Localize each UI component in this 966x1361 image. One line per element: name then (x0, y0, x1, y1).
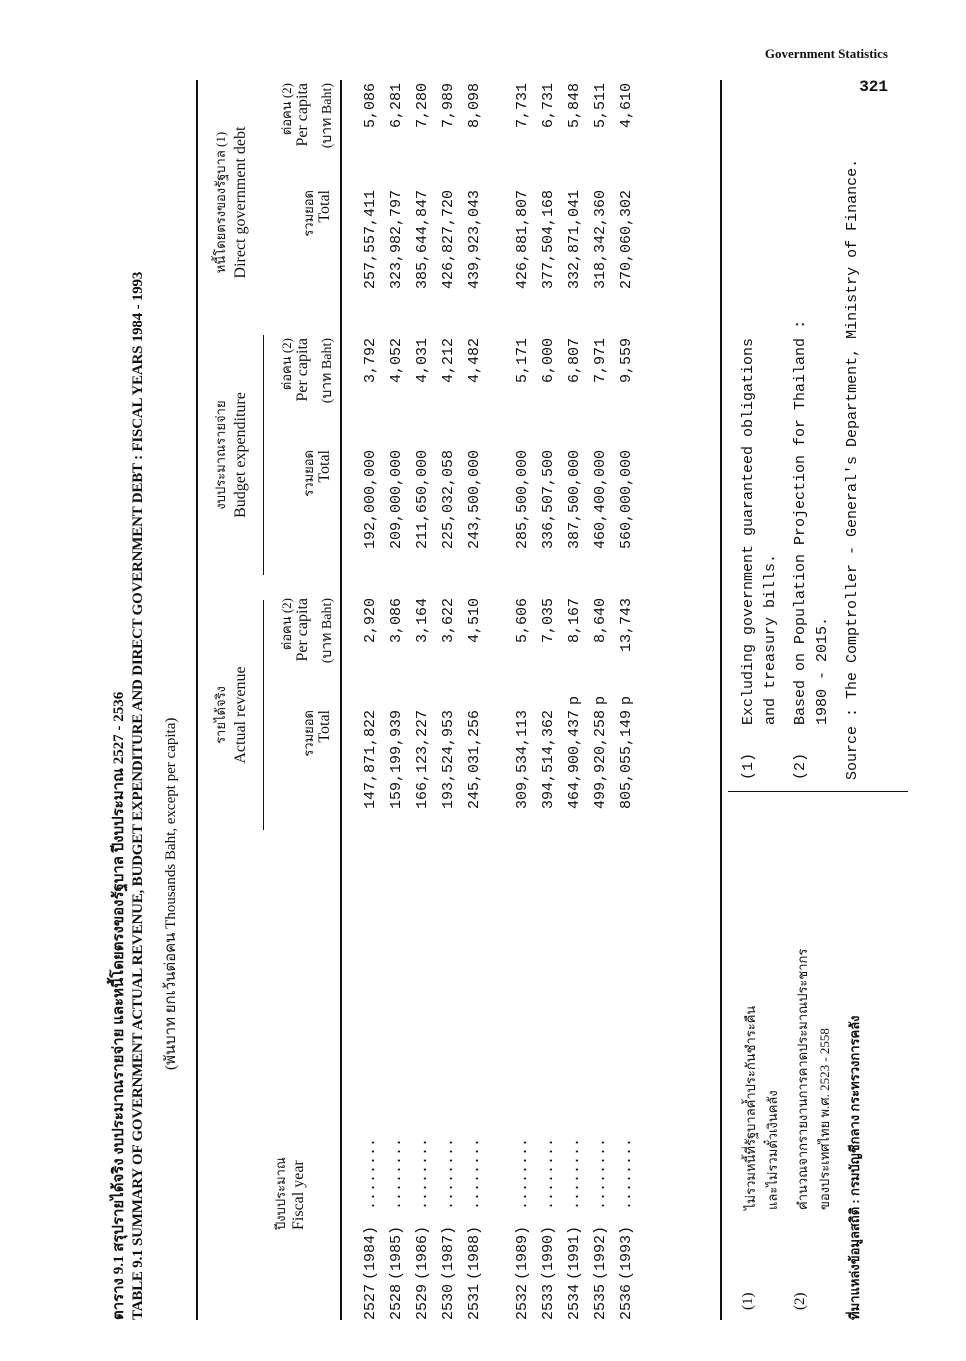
rev-percap-header-en: Per capita (294, 598, 311, 662)
cell-revenue-per-capita: 3,086 (388, 598, 405, 644)
cell-be-year: 2527 (362, 1283, 379, 1320)
cell-expenditure-per-capita: 5,171 (514, 338, 531, 384)
note1-line2-en: and treasury bills. (762, 553, 779, 725)
debt-percap-header-en: Per capita (294, 83, 311, 147)
cell-revenue-per-capita: 8,640 (592, 598, 609, 644)
rotated-table-page (100, 80, 920, 1320)
cell-be-year: 2536 (618, 1283, 635, 1320)
cell-debt-total: 439,923,043 (466, 190, 483, 290)
cell-expenditure-per-capita: 6,807 (566, 338, 583, 384)
running-header: Government Statistics (764, 46, 888, 61)
cell-leader-dots: ........ (592, 1137, 609, 1210)
cell-debt-per-capita: 7,989 (440, 83, 457, 129)
note1-line1-en: Excluding government guaranteed obligations (740, 337, 757, 725)
cell-expenditure-total: 560,000,000 (618, 450, 635, 550)
cell-ce-year: (1988) (466, 1225, 483, 1280)
note2-line1-th: คำนวณจากรายงานการคาดประมาณประชากร (795, 948, 810, 1210)
fiscal-year-header-th: ปีงบประมาณ (273, 1157, 288, 1230)
cell-be-year: 2532 (514, 1283, 531, 1320)
revenue-header-en: Actual revenue (232, 666, 249, 764)
rev-total-header-th: รวมยอด (301, 710, 316, 757)
cell-leader-dots: ........ (388, 1137, 405, 1210)
cell-debt-total: 270,060,302 (618, 190, 635, 290)
cell-debt-total: 332,871,041 (566, 190, 583, 290)
cell-revenue-flag: p (566, 695, 583, 705)
cell-revenue-per-capita: 5,606 (514, 598, 531, 644)
debt-percap-unit: (บาท Baht) (320, 83, 335, 149)
cell-revenue-total: 499,920,258 (592, 710, 609, 810)
cell-be-year: 2531 (466, 1283, 483, 1320)
cell-debt-per-capita: 6,281 (388, 83, 405, 129)
cell-ce-year: (1991) (566, 1225, 583, 1280)
cell-leader-dots: ........ (566, 1137, 583, 1210)
note1-mark-th: (1) (740, 1292, 756, 1310)
cell-leader-dots: ........ (540, 1137, 557, 1210)
title-thai: ตาราง 9.1 สรุปรายได้จริง งบประมาณรายจ่าย และหนี้โดยตรงของรัฐบาล ปีงบประมาณ 2527 - 2536 (111, 691, 127, 1320)
cell-revenue-per-capita: 8,167 (566, 598, 583, 644)
cell-ce-year: (1989) (514, 1225, 531, 1280)
cell-leader-dots: ........ (514, 1137, 531, 1210)
note1-line1-th: ไม่รวมหนี้ที่รัฐบาลค้ำประกันชำระคืน (743, 1005, 758, 1210)
note2-line1-en: Based on Population Projection for Thailand : (792, 319, 809, 725)
cell-revenue-total: 464,900,437 (566, 710, 583, 810)
cell-debt-per-capita: 4,610 (618, 83, 635, 129)
note1-mark-en: (1) (740, 752, 757, 780)
cell-debt-per-capita: 7,731 (514, 83, 531, 129)
unit-line: (พันบาท ยกเว้นต่อคน Thousands Baht, except per capita) (163, 717, 179, 1070)
cell-revenue-total: 309,534,113 (514, 710, 531, 810)
cell-debt-per-capita: 5,086 (362, 83, 379, 129)
source-en: Source : The Comptroller - General's Department, Ministry of Finance. (844, 158, 861, 780)
table-top-rule (196, 80, 198, 1320)
debt-total-header-en: Total (316, 190, 333, 223)
cell-ce-year: (1990) (540, 1225, 557, 1280)
cell-debt-per-capita: 6,731 (540, 83, 557, 129)
header-bottom-rule (340, 80, 342, 1320)
cell-revenue-total: 193,524,953 (440, 710, 457, 810)
revenue-header-th: รายได้จริง (213, 686, 228, 744)
cell-revenue-total: 245,031,256 (466, 710, 483, 810)
cell-ce-year: (1993) (618, 1225, 635, 1280)
expenditure-header-en: Budget expenditure (232, 392, 249, 518)
cell-leader-dots: ........ (414, 1137, 431, 1210)
cell-debt-per-capita: 5,511 (592, 83, 609, 129)
cell-leader-dots: ........ (362, 1137, 379, 1210)
rev-percap-header-th: ต่อคน (2) (279, 598, 294, 651)
exp-percap-header-en: Per capita (294, 338, 311, 402)
cell-debt-per-capita: 8,098 (466, 83, 483, 129)
cell-expenditure-per-capita: 4,052 (388, 338, 405, 384)
revenue-span-rule (263, 600, 264, 830)
notes-english (740, 80, 910, 780)
cell-expenditure-total: 387,500,000 (566, 450, 583, 550)
cell-revenue-total: 159,199,939 (388, 710, 405, 810)
exp-percap-unit: (บาท Baht) (320, 338, 335, 404)
cell-debt-per-capita: 7,280 (414, 83, 431, 129)
cell-revenue-flag: p (618, 695, 635, 705)
cell-debt-total: 426,827,720 (440, 190, 457, 290)
cell-debt-total: 426,881,807 (514, 190, 531, 290)
debt-total-header-th: รวมยอด (301, 190, 316, 237)
cell-be-year: 2528 (388, 1283, 405, 1320)
exp-percap-header-th: ต่อคน (2) (279, 338, 294, 391)
expenditure-span-rule (263, 335, 264, 575)
cell-expenditure-total: 192,000,000 (362, 450, 379, 550)
debt-header-th: หนี้โดยตรงของรัฐบาล (1) (213, 131, 228, 274)
cell-be-year: 2535 (592, 1283, 609, 1320)
cell-revenue-per-capita: 13,743 (618, 598, 635, 653)
notes-thai (740, 800, 910, 1320)
cell-revenue-per-capita: 3,622 (440, 598, 457, 644)
cell-leader-dots: ........ (618, 1137, 635, 1210)
cell-be-year: 2533 (540, 1283, 557, 1320)
cell-expenditure-per-capita: 7,971 (592, 338, 609, 384)
cell-expenditure-per-capita: 3,792 (362, 338, 379, 384)
cell-expenditure-total: 285,500,000 (514, 450, 531, 550)
cell-ce-year: (1992) (592, 1225, 609, 1280)
cell-ce-year: (1987) (440, 1225, 457, 1280)
page-number: 321 (859, 78, 888, 96)
exp-total-header-en: Total (316, 450, 333, 483)
cell-revenue-total: 394,514,362 (540, 710, 557, 810)
table-bottom-rule (720, 80, 722, 1320)
cell-revenue-per-capita: 3,164 (414, 598, 431, 644)
cell-expenditure-per-capita: 6,000 (540, 338, 557, 384)
cell-expenditure-total: 336,507,500 (540, 450, 557, 550)
cell-be-year: 2530 (440, 1283, 457, 1320)
cell-ce-year: (1985) (388, 1225, 405, 1280)
cell-debt-total: 323,982,797 (388, 190, 405, 290)
note2-mark-th: (2) (792, 1292, 808, 1310)
cell-revenue-per-capita: 7,035 (540, 598, 557, 644)
cell-debt-total: 257,557,411 (362, 190, 379, 290)
cell-revenue-per-capita: 2,920 (362, 598, 379, 644)
cell-debt-total: 385,644,847 (414, 190, 431, 290)
debt-header-en: Direct government debt (232, 126, 249, 279)
cell-leader-dots: ........ (440, 1137, 457, 1210)
note1-line2-th: และไม่รวมตั๋วเงินคลัง (765, 1090, 780, 1210)
debt-percap-header-th: ต่อคน (2) (279, 83, 294, 136)
cell-expenditure-per-capita: 4,212 (440, 338, 457, 384)
note2-line2-th: ของประเทศไทย พ.ศ. 2523 - 2558 (817, 1028, 832, 1210)
cell-expenditure-total: 460,400,000 (592, 450, 609, 550)
exp-total-header-th: รวมยอด (301, 450, 316, 497)
cell-expenditure-per-capita: 4,482 (466, 338, 483, 384)
cell-revenue-total: 147,871,822 (362, 710, 379, 810)
cell-debt-per-capita: 5,848 (566, 83, 583, 129)
expenditure-header-th: งบประมาณรายจ่าย (213, 400, 228, 510)
cell-revenue-total: 166,123,227 (414, 710, 431, 810)
rev-percap-unit: (บาท Baht) (320, 598, 335, 664)
title-english: TABLE 9.1 SUMMARY OF GOVERNMENT ACTUAL REVENUE, BUDGET EXPENDITURE AND DIRECT GOVERNMENT DEBT : FISCAL YEARS 1984 - 1993 (130, 271, 146, 1320)
note2-mark-en: (2) (792, 752, 809, 780)
cell-expenditure-total: 243,500,000 (466, 450, 483, 550)
cell-be-year: 2534 (566, 1283, 583, 1320)
cell-revenue-total: 805,055,149 (618, 710, 635, 810)
cell-expenditure-total: 211,650,000 (414, 450, 431, 550)
cell-expenditure-per-capita: 9,559 (618, 338, 635, 384)
cell-expenditure-total: 209,000,000 (388, 450, 405, 550)
notes-divider (728, 791, 908, 792)
cell-debt-total: 318,342,360 (592, 190, 609, 290)
cell-expenditure-per-capita: 4,031 (414, 338, 431, 384)
cell-ce-year: (1986) (414, 1225, 431, 1280)
cell-ce-year: (1984) (362, 1225, 379, 1280)
cell-debt-total: 377,504,168 (540, 190, 557, 290)
source-th: ที่มาแหล่งข้อมูลสถิติ : กรมบัญชีกลาง กระทรวงการคลัง (847, 1015, 862, 1320)
cell-leader-dots: ........ (466, 1137, 483, 1210)
cell-be-year: 2529 (414, 1283, 431, 1320)
fiscal-year-header-en: Fiscal year (290, 1160, 307, 1230)
cell-expenditure-total: 225,032,058 (440, 450, 457, 550)
rev-total-header-en: Total (316, 710, 333, 743)
cell-revenue-per-capita: 4,510 (466, 598, 483, 644)
cell-revenue-flag: p (592, 695, 609, 705)
note2-line2-en: 1980 - 2015. (814, 616, 831, 725)
